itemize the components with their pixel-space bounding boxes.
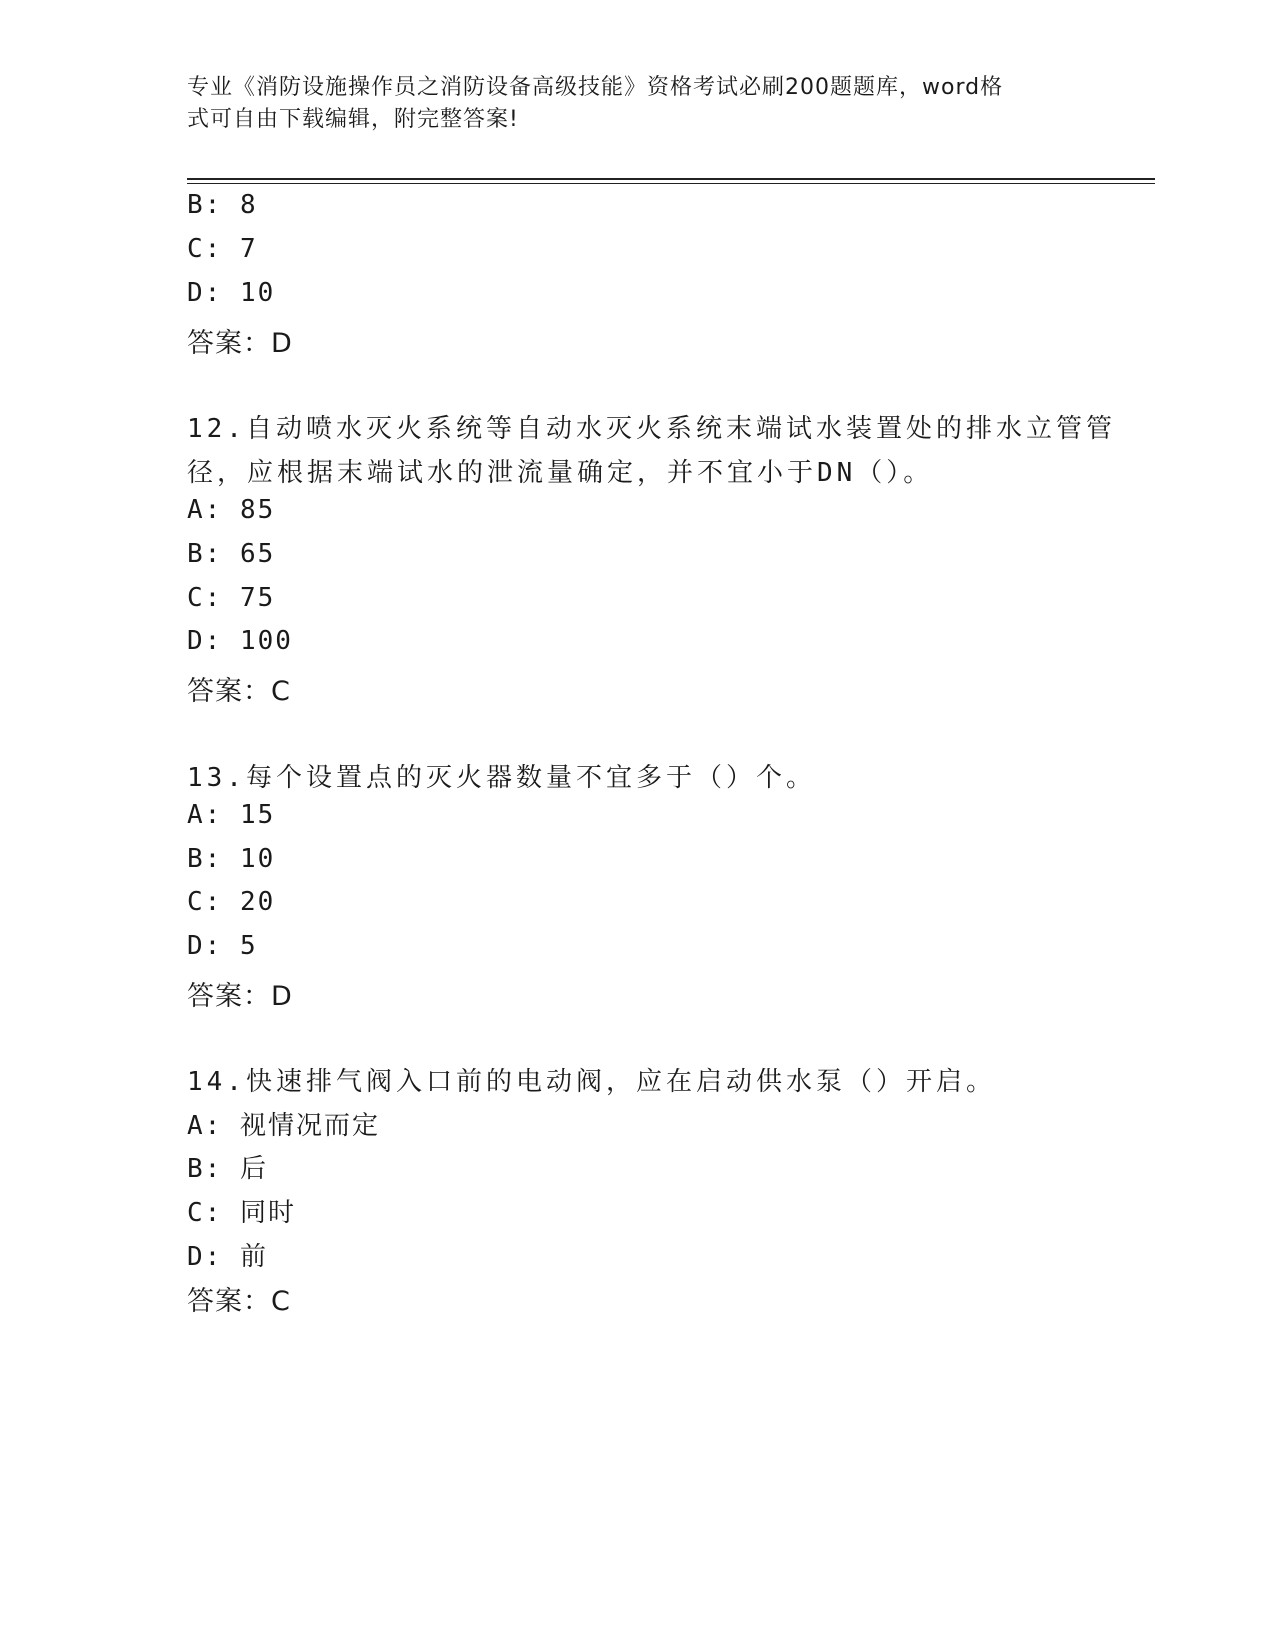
option-c: C: 7: [187, 234, 258, 264]
option-d: D: 100: [187, 626, 293, 656]
answer-label: 答案：D: [187, 328, 293, 359]
question-12-text-line-1: 12.自动喷水灭火系统等自动水灭火系统末端试水装置处的排水立管管: [187, 414, 1116, 444]
option-b: B: 8: [187, 190, 258, 220]
question-14-text: 14.快速排气阀入口前的电动阀，应在启动供水泵（）开启。: [187, 1067, 996, 1097]
option-c: C: 同时: [187, 1198, 296, 1228]
option-d: D: 5: [187, 931, 258, 961]
header-divider-thick: [187, 178, 1155, 180]
question-12-text-line-2: 径，应根据末端试水的泄流量确定，并不宜小于DN（）。: [187, 458, 934, 488]
document-header: [187, 72, 1067, 136]
option-d: D: 10: [187, 278, 276, 308]
option-a: A: 85: [187, 495, 276, 525]
option-b: B: 后: [187, 1154, 268, 1184]
header-divider-thin: [187, 183, 1155, 184]
option-c: C: 75: [187, 583, 276, 613]
answer-label: 答案：D: [187, 981, 293, 1012]
answer-label: 答案：C: [187, 1286, 291, 1317]
option-d: D: 前: [187, 1242, 268, 1272]
option-c: C: 20: [187, 887, 276, 917]
answer-label: 答案：C: [187, 676, 291, 707]
option-b: B: 65: [187, 539, 276, 569]
header-line-1: 专业《消防设施操作员之消防设备高级技能》资格考试必刷200题题库，word格: [187, 75, 1004, 100]
header-line-2: 式可自由下载编辑，附完整答案!: [187, 107, 519, 132]
option-a: A: 15: [187, 800, 276, 830]
option-b: B: 10: [187, 844, 276, 874]
question-13-text: 13.每个设置点的灭火器数量不宜多于（）个。: [187, 763, 816, 793]
option-a: A: 视情况而定: [187, 1111, 380, 1141]
